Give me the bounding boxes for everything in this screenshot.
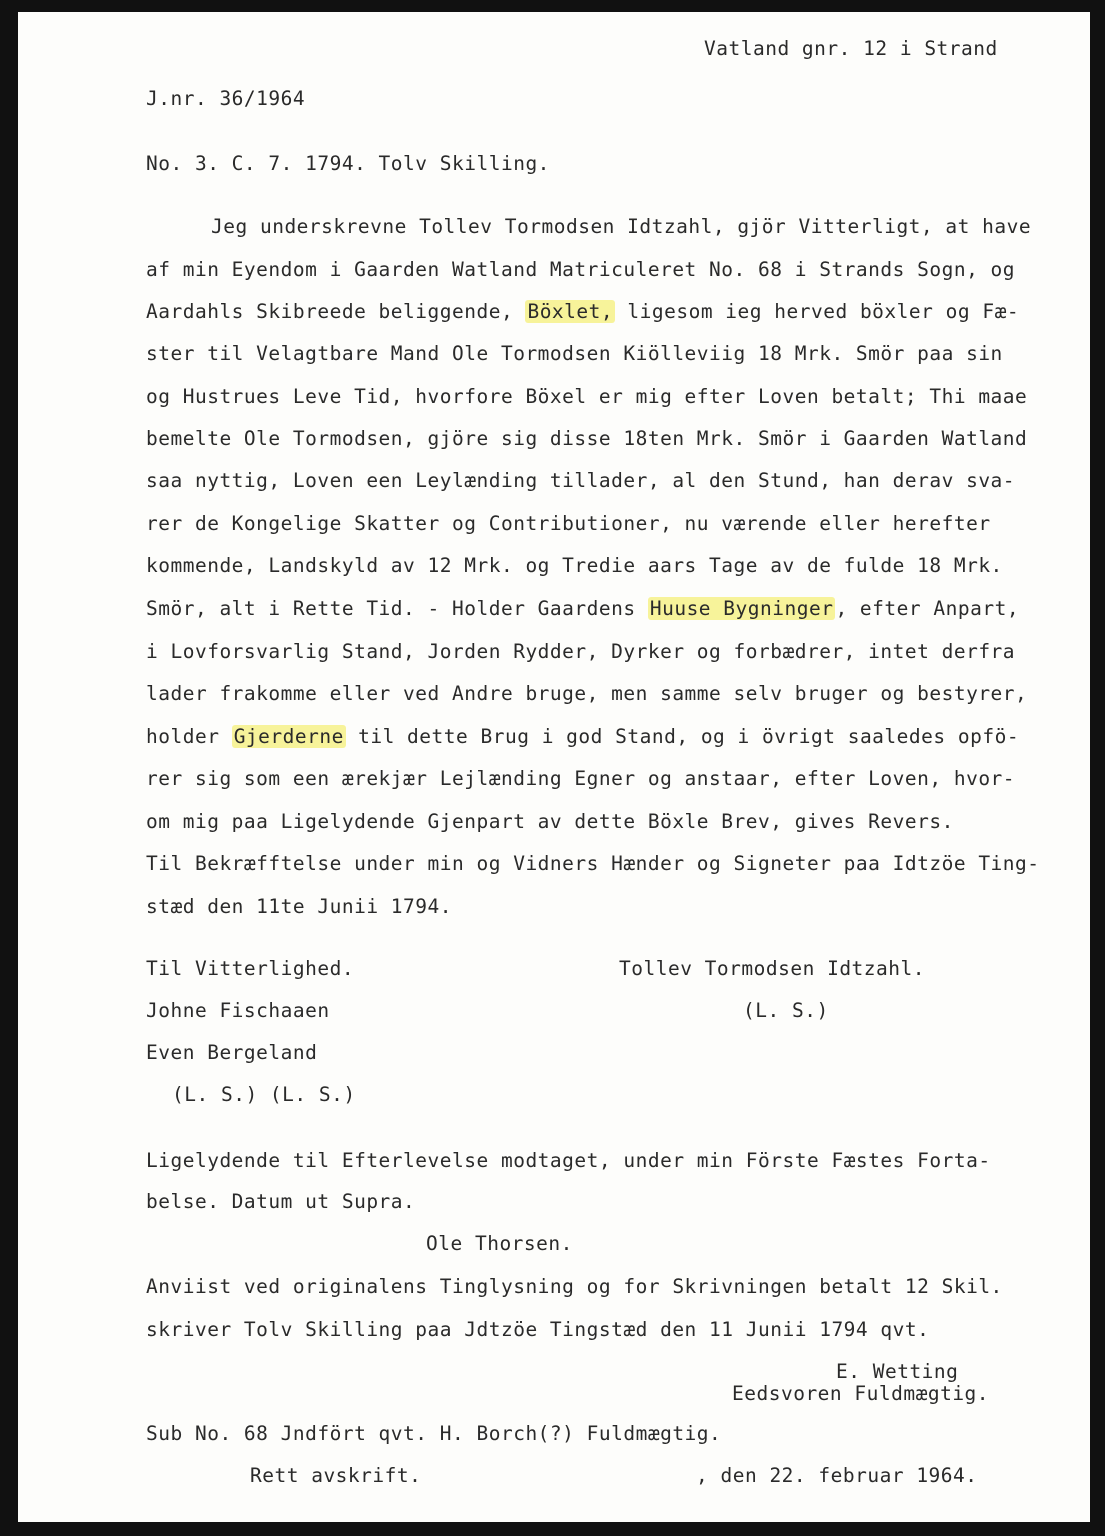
certified-copy: Rett avskrift. — [250, 1464, 422, 1487]
body-line: rer de Kongelige Skatter og Contributioner, nu værende eller herefter — [146, 512, 991, 535]
body-line: bemelte Ole Tormodsen, gjöre sig disse 18ten Mrk. Smör i Gaarden Watland — [146, 427, 1028, 450]
signer-seal: (L. S.) — [743, 999, 829, 1022]
highlight-huuse-bygninger: Huuse Bygninger — [649, 597, 834, 620]
registrar-title: Eedsvoren Fuldmægtig. — [732, 1382, 990, 1405]
witness-seals: (L. S.) (L. S.) — [172, 1083, 356, 1106]
body-line: saa nyttig, Loven een Leylænding tillader, al den Stund, han derav sva- — [146, 469, 1016, 492]
body-line: Aardahls Skibreede beliggende, Böxlet, ligesom ieg herved böxler og Fæ- — [146, 300, 1020, 323]
receipt-line: Ligelydende til Efterlevelse modtaget, under min Förste Fæstes Forta- — [146, 1149, 991, 1172]
registration-line: Anviist ved originalens Tinglysning og for Skrivningen betalt 12 Skil. — [146, 1275, 1003, 1298]
registrar-name: E. Wetting — [836, 1360, 959, 1383]
receipt-signer: Ole Thorsen. — [426, 1232, 573, 1255]
sub-note: Sub No. 68 Jndfört qvt. H. Borch(?) Fuldmægtig. — [146, 1422, 722, 1445]
highlight-boxlet: Böxlet, — [527, 300, 614, 323]
body-line: Jeg underskrevne Tollev Tormodsen Idtzahl, gjör Vitterligt, at have — [211, 215, 1032, 238]
witness-heading: Til Vitterlighed. — [146, 957, 355, 980]
document-page — [18, 12, 1090, 1522]
body-line: af min Eyendom i Gaarden Watland Matriculeret No. 68 i Strands Sogn, og — [146, 258, 1016, 281]
location-heading: Vatland gnr. 12 i Strand — [704, 37, 998, 60]
body-line: lader frakomme eller ved Andre bruge, men samme selv bruger og bestyrer, — [146, 682, 1028, 705]
highlight-gjerderne: Gjerderne — [233, 725, 344, 748]
body-line: holder Gjerderne til dette Brug i god Stand, og i övrigt saaledes opfö- — [146, 725, 1020, 748]
body-line: ster til Velagtbare Mand Ole Tormodsen Kiölleviig 18 Mrk. Smör paa sin — [146, 342, 1003, 365]
witness-name: Even Bergeland — [146, 1041, 318, 1064]
body-line: og Hustrues Leve Tid, hvorfore Böxel er mig efter Loven betalt; Thi maae — [146, 385, 1028, 408]
body-line: i Lovforsvarlig Stand, Jorden Rydder, Dyrker og forbædrer, intet derfra — [146, 640, 1016, 663]
body-line: kommende, Landskyld av 12 Mrk. og Tredie aars Tage av de fulde 18 Mrk. — [146, 554, 1003, 577]
body-line: Smör, alt i Rette Tid. - Holder Gaardens Huuse Bygninger , efter Anpart, — [146, 597, 1020, 620]
body-line: rer sig som een ærekjær Lejlænding Egner og anstaar, efter Loven, hvor- — [146, 767, 1016, 790]
signer-name: Tollev Tormodsen Idtzahl. — [619, 957, 925, 980]
journal-number: J.nr. 36/1964 — [146, 87, 306, 110]
witness-name: Johne Fischaaen — [146, 999, 330, 1022]
copy-date: , den 22. februar 1964. — [696, 1464, 978, 1487]
body-line: om mig paa Ligelydende Gjenpart av dette Böxle Brev, gives Revers. — [146, 810, 954, 833]
body-line: Til Bekræfftelse under min og Vidners Hænder og Signeter paa Idtzöe Ting- — [146, 852, 1040, 875]
registration-line: skriver Tolv Skilling paa Jdtzöe Tingstæd den 11 Junii 1794 qvt. — [146, 1318, 930, 1341]
receipt-line: belse. Datum ut Supra. — [146, 1190, 416, 1213]
body-line: stæd den 11te Junii 1794. — [146, 895, 452, 918]
document-reference: No. 3. C. 7. 1794. Tolv Skilling. — [146, 152, 550, 175]
